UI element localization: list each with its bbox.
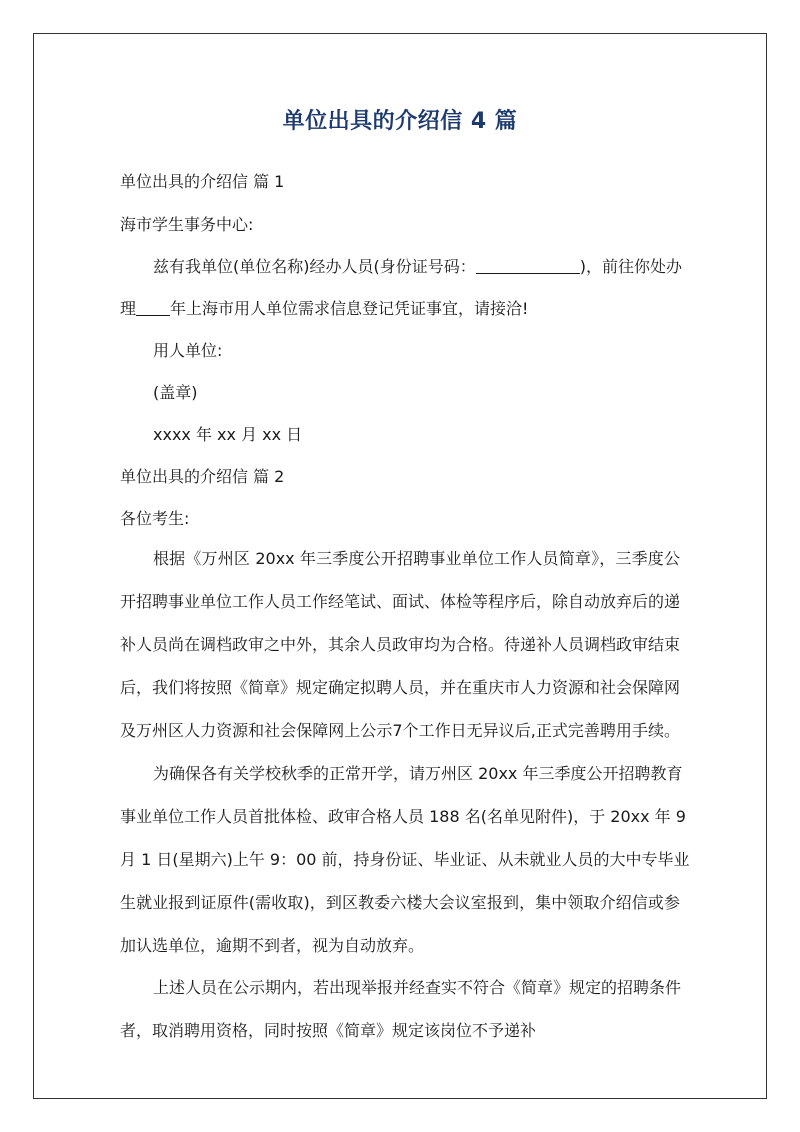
- letter1-body-line1: [153, 256, 682, 278]
- letter1-heading: 单位出具的介绍信 篇 1: [120, 172, 285, 191]
- para2-line: 为确保各有关学校秋季的正常开学，请万州区 20xx 年三季度公开招聘教育: [153, 764, 683, 783]
- employer-label: 用人单位:: [153, 341, 223, 360]
- document-title: 单位出具的介绍信 4 篇: [282, 109, 518, 134]
- year-blank: [136, 299, 170, 316]
- letter1-date: xxxx 年 xx 月 xx 日: [153, 425, 303, 444]
- letter2-salutation: 各位考生:: [120, 509, 190, 528]
- para1-line: 补人员尚在调档政审之中外，其余人员政审均为合格。待递补人员调档政审结束: [120, 635, 681, 654]
- para1-line: 根据《万州区 20xx 年三季度公开招聘事业单位工作人员简章》，三季度公: [153, 549, 680, 568]
- para2-line: 生就业报到证原件(需收取)，到区教委六楼大会议室报到，集中领取介绍信或参: [120, 893, 680, 912]
- para1-line: 开招聘事业单位工作人员工作经笔试、面试、体检等程序后，除自动放弃后的递: [120, 592, 681, 611]
- id-number-blank: [476, 257, 580, 274]
- letter1-body-part2: )，前往你处办: [579, 257, 682, 276]
- letter1-body-part1: 兹有我单位(单位名称)经办人员(身份证号码：: [153, 257, 476, 276]
- letter1-line2-end: 年上海市用人单位需求信息登记凭证事宜，请接洽!: [170, 299, 529, 318]
- para3-line: 者，取消聘用资格，同时按照《简章》规定该岗位不予递补: [120, 1021, 537, 1040]
- letter1-line2-start: 理: [120, 299, 137, 318]
- para2-line: 月 1 日(星期六)上午 9：00 前，持身份证、毕业证、从未就业人员的大中专毕业: [120, 850, 690, 869]
- letter2-heading: 单位出具的介绍信 篇 2: [120, 467, 285, 486]
- para3-line: 上述人员在公示期内，若出现举报并经查实不符合《简章》规定的招聘条件: [153, 978, 682, 997]
- letter1-body-line2: [120, 298, 528, 320]
- para1-line: 后，我们将按照《简章》规定确定拟聘人员，并在重庆市人力资源和社会保障网: [120, 678, 681, 697]
- letter1-salutation: 海市学生事务中心:: [120, 215, 254, 234]
- seal-label: (盖章): [153, 383, 198, 402]
- para1-line: 及万州区人力资源和社会保障网上公示7个工作日无异议后,正式完善聘用手续。: [120, 721, 680, 740]
- para2-line: 事业单位工作人员首批体检、政审合格人员 188 名(名单见附件)，于 20xx 年 9: [120, 807, 686, 826]
- para2-line: 加认选单位，逾期不到者，视为自动放弃。: [120, 936, 425, 955]
